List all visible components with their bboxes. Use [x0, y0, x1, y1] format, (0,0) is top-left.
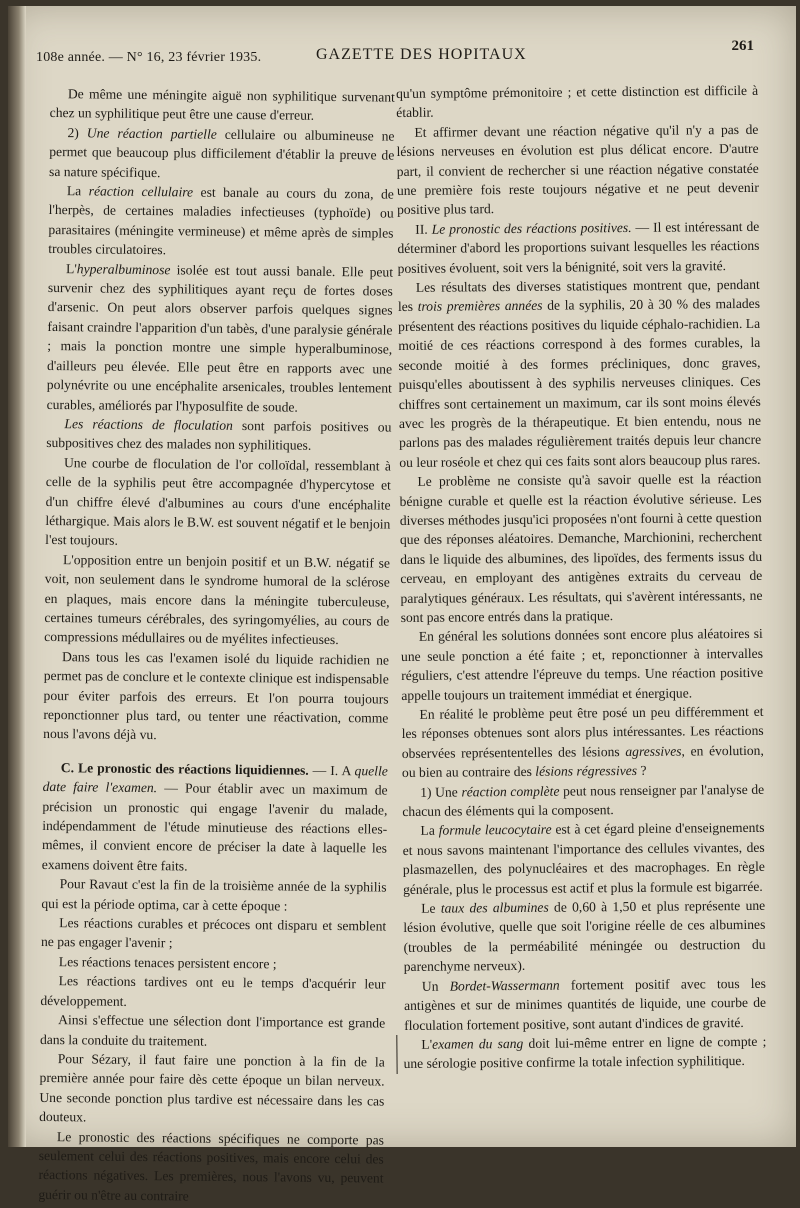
text-run: est à cet égard pleine d'enseignements et nous savons maintenant l'importance des cellules vivantes, des plasmazellen, des polynucléaires et des macrophages. En règle générale, plus le processus est actif et plus la formule est bigarrée.	[402, 820, 765, 897]
page-header	[36, 36, 754, 66]
text-run: L'	[65, 260, 77, 276]
italic-term: Bordet-Wassermann	[449, 977, 560, 994]
italic-term: Le pronostic des réactions positives.	[431, 219, 632, 237]
paragraph	[46, 414, 391, 456]
text-run: peut nous renseigner par l'analyse de chacun des éléments qui la composent.	[402, 781, 765, 820]
text-run: Dans tous les cas l'examen isolé du liquide rachidien ne permet pas de conclure et le contexte clinique est indispensable pour éviter parfois des erreurs. Et l'on pourra toujours reponctionner plus tard, ou tenter une réactivation, comme nous l'avons déjà vu.	[43, 648, 390, 743]
paragraph	[49, 123, 395, 185]
italic-term: agressives	[625, 743, 682, 759]
issue-line: 108e année. — N° 16, 23 février 1935.	[36, 50, 262, 65]
page-binding-edge	[8, 6, 26, 1147]
text-run: 2)	[67, 124, 87, 141]
paragraph	[42, 758, 388, 878]
paragraph	[398, 275, 762, 472]
bracketed-paragraph	[396, 1032, 766, 1074]
italic-term: Une réaction partielle	[86, 125, 217, 142]
text-run: En réalité le problème peut être posé un peu différemment et les réponses obtenues sont alors plus intéressantes. Les réactions observées représententelles des lésions	[401, 703, 764, 761]
italic-term: lésions régressives	[535, 763, 638, 780]
italic-term: quelle date faire l'examen.	[42, 763, 388, 796]
right-column	[396, 81, 767, 1074]
text-run: est banale au cours du zona, de l'herpès, de certaines maladies infectieuses (typhoïde) ou parasitaires (méningite vermineuse) et même après de simples troubles circulatoires.	[48, 184, 394, 258]
text-run: Le pronostic des réactions spécifiques ne comporte pas seulement celui des réactions positives, mais encore celui des réactions négatives. Les premières, nous l'avons vu, peuvent guérir ou n'être au contraire	[38, 1128, 385, 1204]
text-run: Le problème ne consiste qu'à savoir quelle est la réaction bénigne curable et quelle est la réaction évolutive sérieuse. Les diverses méthodes jusqu'ici proposées n'ont fourni à cette question que des réponses aléatoires. Demanche, Marchionini, recherchent dans le liquide des albumines, des lipoïdes, des ferments issus du cerveau, en employant des antigènes extraits du cerveau de paralytiques généraux. Les résultats, qui s'avèrent intéressants, ne sont pas encore entrés dans la pratique.	[399, 470, 763, 625]
paragraph	[39, 1049, 385, 1130]
text-run: L'opposition entre un benjoin positif et un B.W. négatif se voit, non seulement dans le syndrome humoral de la sclérose en plaques, mais encore dans la méningite tuberculeuse, certaines tumeurs cérébrales, des syringomyélies, au cours de compressions médullaires ou de myélites infectieuses.	[44, 551, 391, 648]
paragraph	[40, 1010, 385, 1052]
italic-term: réaction complète	[461, 783, 560, 800]
paragraph	[396, 81, 758, 123]
text-run: Pour Ravaut c'est la fin de la troisième année de la syphilis qui est la période optima, car à cette époque :	[41, 876, 387, 914]
paragraph	[397, 217, 759, 278]
text-run: Et affirmer devant une réaction négative qu'il n'y a pas de lésions nerveuses en évolution est plus délicat encore. D'autre part, il convient de rechercher si une réaction négative constatée une première fois reste toujours négative et ne peut devenir positive plus tard.	[396, 121, 759, 218]
paragraph	[401, 624, 764, 705]
text-run: , en évolution, ou bien au contraire des	[401, 742, 764, 781]
text-run: cellulaire ou albumineuse ne permet que beaucoup plus difficilement d'établir la preuve de sa nature spécifique.	[49, 126, 395, 180]
text-run: Les réactions tardives ont eu le temps d'acquérir leur développement.	[40, 973, 386, 1009]
text-run: isolée est tout aussi banale. Elle peut survenir chez des syphilitiques ayant reçu de fortes doses d'arsenic. On peut alors observer parfois quelques signes faisant craindre l'apparition d'un tabès, d'une paralysie générale ; mais la ponction montre une simple hyperalbuminose, d'ailleurs peu élevée. Elle peut être en rapports avec une polynévrite ou une encéphalite arsenicales, troubles lentement curables, améliorés par l'hyposulfite de soude.	[46, 261, 394, 415]
text-run: ?	[637, 763, 647, 779]
text-run: Le	[421, 900, 441, 916]
text-run: De même une méningite aiguë non syphilitique survenant chez un syphilitique peut être une cause d'erreur.	[49, 86, 395, 124]
italic-term: Les réactions de floculation	[64, 416, 233, 433]
page-sheet	[8, 6, 796, 1204]
text-run: En général les solutions données sont encore plus aléatoires si une seule ponction a été faite ; et, reponctionner à intervalles réguliers, c'est attendre l'épreuve du temps. Une réaction positive appelle toujours un traitement immédiat et énergique.	[400, 626, 764, 703]
text-run: La	[420, 823, 439, 839]
paragraph	[50, 84, 395, 126]
text-run: 1) Une	[420, 784, 462, 800]
text-run: fortement positif avec tous les antigènes et sur de minimes quantités de liquide, une courbe de floculation fortement positive, sont autant d'indices de gravité.	[403, 975, 767, 1033]
text-run: — Il est intéressant de déterminer d'abord les proportions suivant lesquelles les réactions positives évoluent, soit vers la bénignité, soit vers la gravité.	[397, 218, 760, 276]
italic-term: taux des albumines	[440, 899, 549, 916]
italic-term: examen du sang	[432, 1035, 524, 1052]
paragraph	[402, 779, 764, 821]
paragraph	[47, 259, 394, 418]
text-run: Les résultats des diverses statistiques montrent que, pendant les	[397, 276, 760, 315]
paragraph	[399, 469, 762, 627]
paragraph	[43, 647, 389, 748]
text-run: Pour Sézary, il faut faire une ponction à la fin de la première année pour faire dès cette époque un bilan nerveux. Une seconde ponction plus tardive est nécessaire dans les cas douteux.	[39, 1051, 385, 1125]
text-run: Un	[421, 978, 450, 994]
italic-term: hyperalbuminose	[76, 260, 171, 277]
paragraph	[403, 896, 766, 977]
text-run: Ainsi s'effectue une sélection dont l'importance est grande dans la conduite du traitement.	[39, 1012, 386, 1049]
journal-title: GAZETTE DES HOPITAUX	[316, 46, 527, 63]
text-run: La	[66, 183, 89, 199]
italic-term: réaction cellulaire	[88, 183, 194, 200]
text-run: de la syphilis, 20 à 30 % des malades présentent des réactions positives du liquide céphalo-rachidien. La moitié de ces réactions correspond à des formes curables, la seconde moitié à des formes précliniques, donc graves, puisqu'elles aboutissent à des syphilis nerveuses cliniques. Ces chiffres sont certainement un maximum, car ils sont moins élevés avec les progrès de la thérapeutique. Et bien entendu, nous ne parlons pas des malades régulièrement traités depuis leur chancre ou leur roséole et chez qui ces faits sont alors beaucoup plus rares.	[398, 296, 762, 470]
paragraph	[48, 181, 394, 262]
text-run: II.	[415, 221, 432, 237]
paragraph	[41, 913, 386, 955]
text-run: Une courbe de floculation de l'or colloïdal, ressemblant à celle de la syphilis peut être accompagnée d'hypercytose et d'un chiffre élevé d'albumines au cours d'une encéphalite léthargique. Mais alors le B.W. est souvent négatif et le benjoin l'est toujours.	[45, 454, 392, 549]
paragraph	[41, 874, 386, 916]
text-run: qu'un symptôme prémonitoire ; et cette distinction est difficile à établir.	[396, 82, 759, 121]
paragraph	[403, 1032, 766, 1074]
italic-term: formule leucocytaire	[438, 822, 552, 839]
text-run: de 0,60 à 1,50 et plus représente une lésion évolutive, quelle que soit l'origine réelle de ces albumines (troubles de la perméabilité méningée ou destruction du parenchyme nerveux).	[403, 897, 766, 975]
text-run: — Pour établir avec un maximum de précision un pronostic qui engage l'avenir du malade, indépendamment de l'étude minutieuse des réactions elles-mêmes, il convient encore de préciser la date à laquelle les examens doivent être faits.	[41, 780, 388, 874]
paragraph	[44, 550, 390, 651]
italic-term: trois premières années	[417, 298, 543, 315]
text-run: sont parfois positives ou subpositives chez des malades non syphilitiques.	[46, 417, 392, 454]
paragraph	[402, 818, 765, 899]
paragraph	[396, 120, 759, 220]
text-run: L'	[421, 1036, 433, 1052]
text-run: Les réactions curables et précoces ont disparu et semblent ne pas engager l'avenir ;	[40, 915, 387, 951]
paragraph	[404, 973, 766, 1034]
text-run: doit lui-même entrer en ligne de compte ; une sérologie positive confirme la totale infection syphilitique.	[403, 1033, 767, 1072]
text-run: — I. A	[308, 762, 355, 779]
paragraph	[45, 453, 391, 554]
text-run: Les réactions tenaces persistent encore ;	[58, 954, 277, 972]
section-heading: C. Le pronostic des réactions liquidiennes.	[60, 759, 309, 778]
page-number: 261	[731, 38, 754, 54]
paragraph	[401, 702, 764, 783]
paragraph	[38, 1126, 384, 1207]
paragraph	[40, 971, 385, 1013]
left-column	[38, 84, 395, 1208]
